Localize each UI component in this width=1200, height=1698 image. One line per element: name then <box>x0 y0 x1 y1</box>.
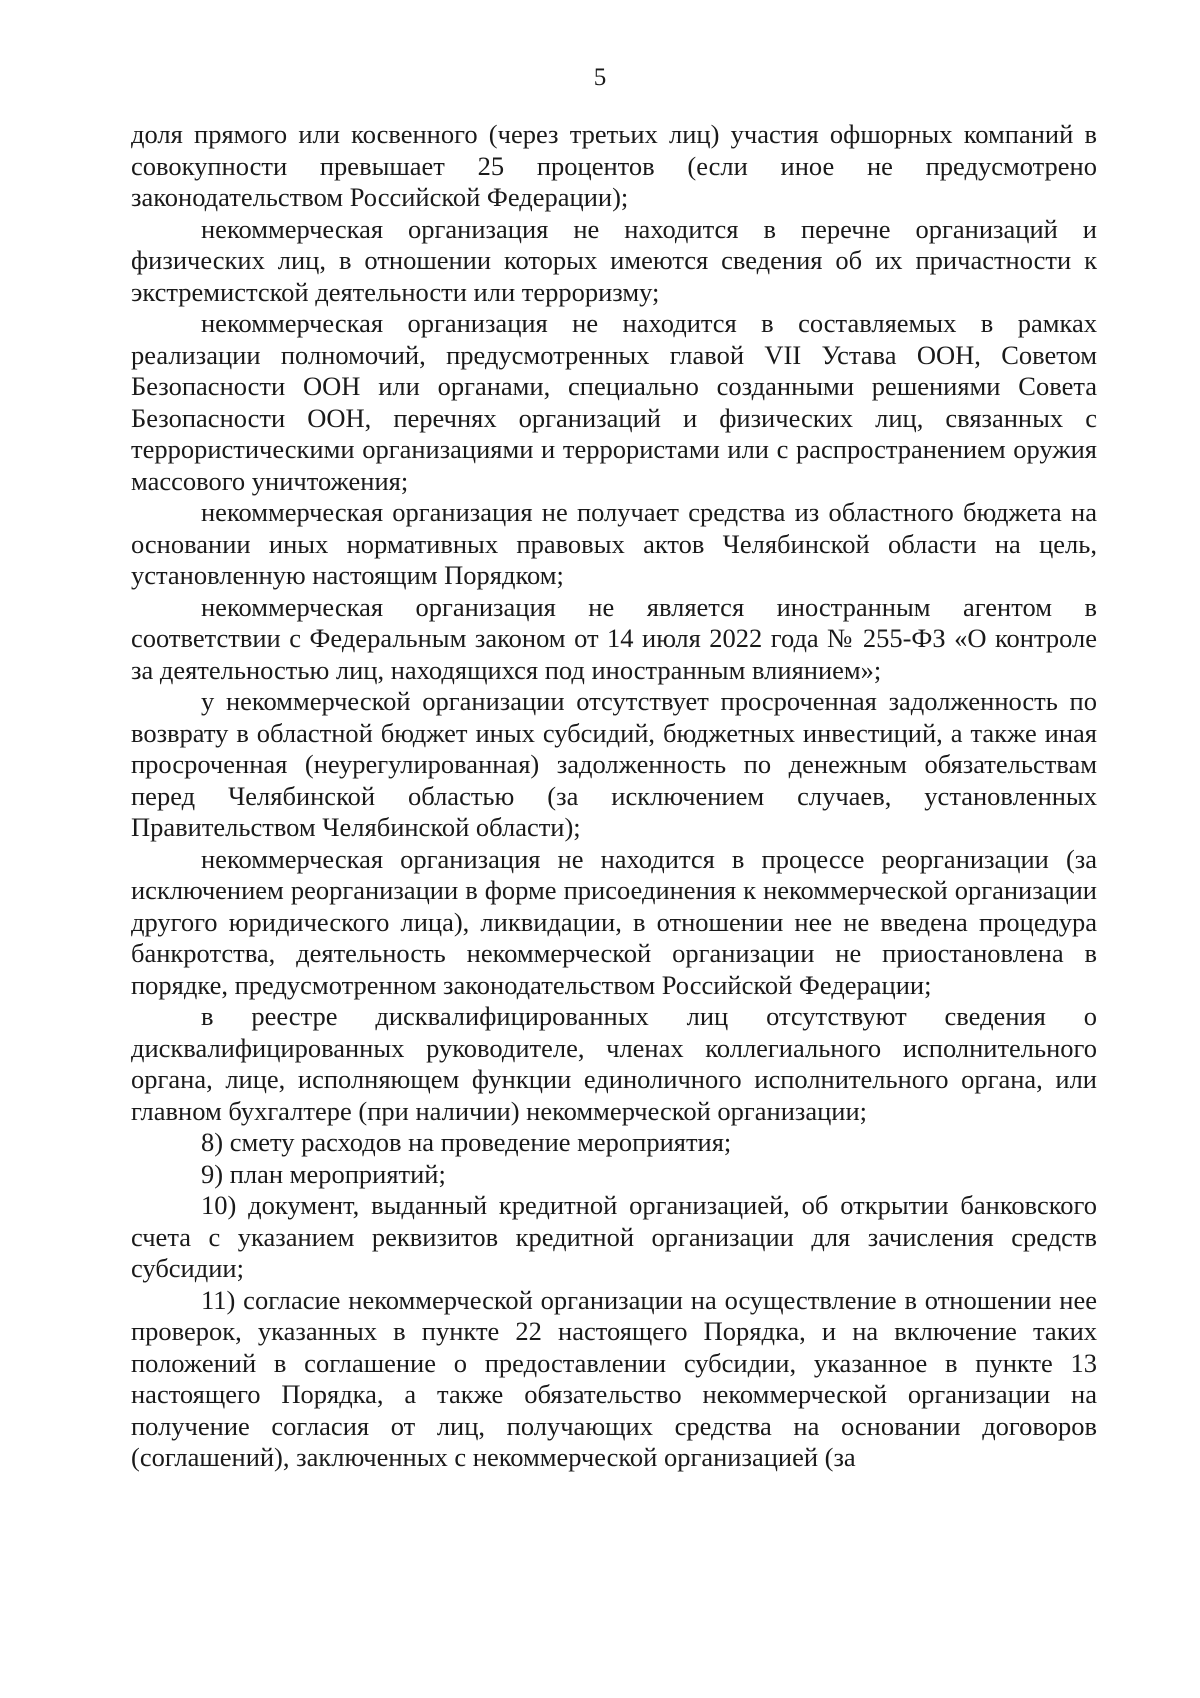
paragraph-disqualified-persons: в реестре дисквалифицированных лиц отсутствуют сведения о дисквалифицированных руководителе, членах коллегиального исполнительного органа, лице, исполняющем функции единоличного исполнительного органа, или главном бухгалтере (при наличии) некоммерческой организации; <box>131 1001 1097 1126</box>
paragraph-extremism-list: некоммерческая организация не находится в перечне организаций и физических лиц, в отношении которых имеются сведения об их причастности к экстремистской деятельности или терроризму; <box>131 213 1097 307</box>
list-item-8-cost-estimate: 8) смету расходов на проведение мероприятия; <box>201 1127 732 1157</box>
list-item-11-consent-to-inspections: 11) согласие некоммерческой организации на осуществление в отношении нее проверок, указанных в пункте 22 настоящего Порядка, и на включение таких положений в соглашение о предоставлении субсидии, указанное в пункте 13 настоящего Порядка, а также обязательство некоммерческой организации на получение согласия от лиц, получающих средства на основании договоров (соглашений), заключенных с некоммерческой организацией (за <box>131 1284 1097 1472</box>
paragraph-no-overdue-debt: у некоммерческой организации отсутствует просроченная задолженность по возврату в областной бюджет иных субсидий, бюджетных инвестиций, а также иная просроченная (неурегулированная) задолженность по денежным обязательствам перед Челябинской областью (за исключением случаев, установленных Правительством Челябинской области); <box>131 686 1097 842</box>
paragraph-no-reorganization: некоммерческая организация не находится в процессе реорганизации (за исключением реорганизации в форме присоединения к некоммерческой организации другого юридического лица), ликвидации, в отношении нее не введена процедура банкротства, деятельность некоммерческой организации не приостановлена в порядке, предусмотренном законодательством Российской Федерации; <box>131 843 1097 1000</box>
page-number: 5 <box>593 64 607 91</box>
list-item-10-bank-account-document: 10) документ, выданный кредитной организацией, об открытии банковского счета с указанием реквизитов кредитной организации для зачисления средств субсидии; <box>131 1190 1097 1283</box>
paragraph-no-other-budget-funds: некоммерческая организация не получает средства из областного бюджета на основании иных нормативных правовых актов Челябинской области на цель, установленную настоящим Порядком; <box>131 497 1097 590</box>
paragraph-not-foreign-agent: некоммерческая организация не является иностранным агентом в соответствии с Федеральным законом от 14 июля 2022 года № 255-ФЗ «О контроле за деятельностью лиц, находящихся под иностранным влиянием»; <box>131 591 1097 685</box>
list-item-9-event-plan: 9) план мероприятий; <box>201 1158 446 1189</box>
document-body <box>131 119 1097 1474</box>
paragraph-offshore-share: доля прямого или косвенного (через третьих лиц) участия офшорных компаний в совокупности превышает 25 процентов (если иное не предусмотрено законодательством Российской Федерации); <box>131 119 1097 212</box>
paragraph-un-security-council-lists: некоммерческая организация не находится в составляемых в рамках реализации полномочий, предусмотренных главой VII Устава ООН, Советом Безопасности ООН или органами, специально созданными решениями Совета Безопасности ООН, перечнях организаций и физических лиц, связанных с террористическими организациями и террористами или с распространением оружия массового уничтожения; <box>131 308 1097 496</box>
